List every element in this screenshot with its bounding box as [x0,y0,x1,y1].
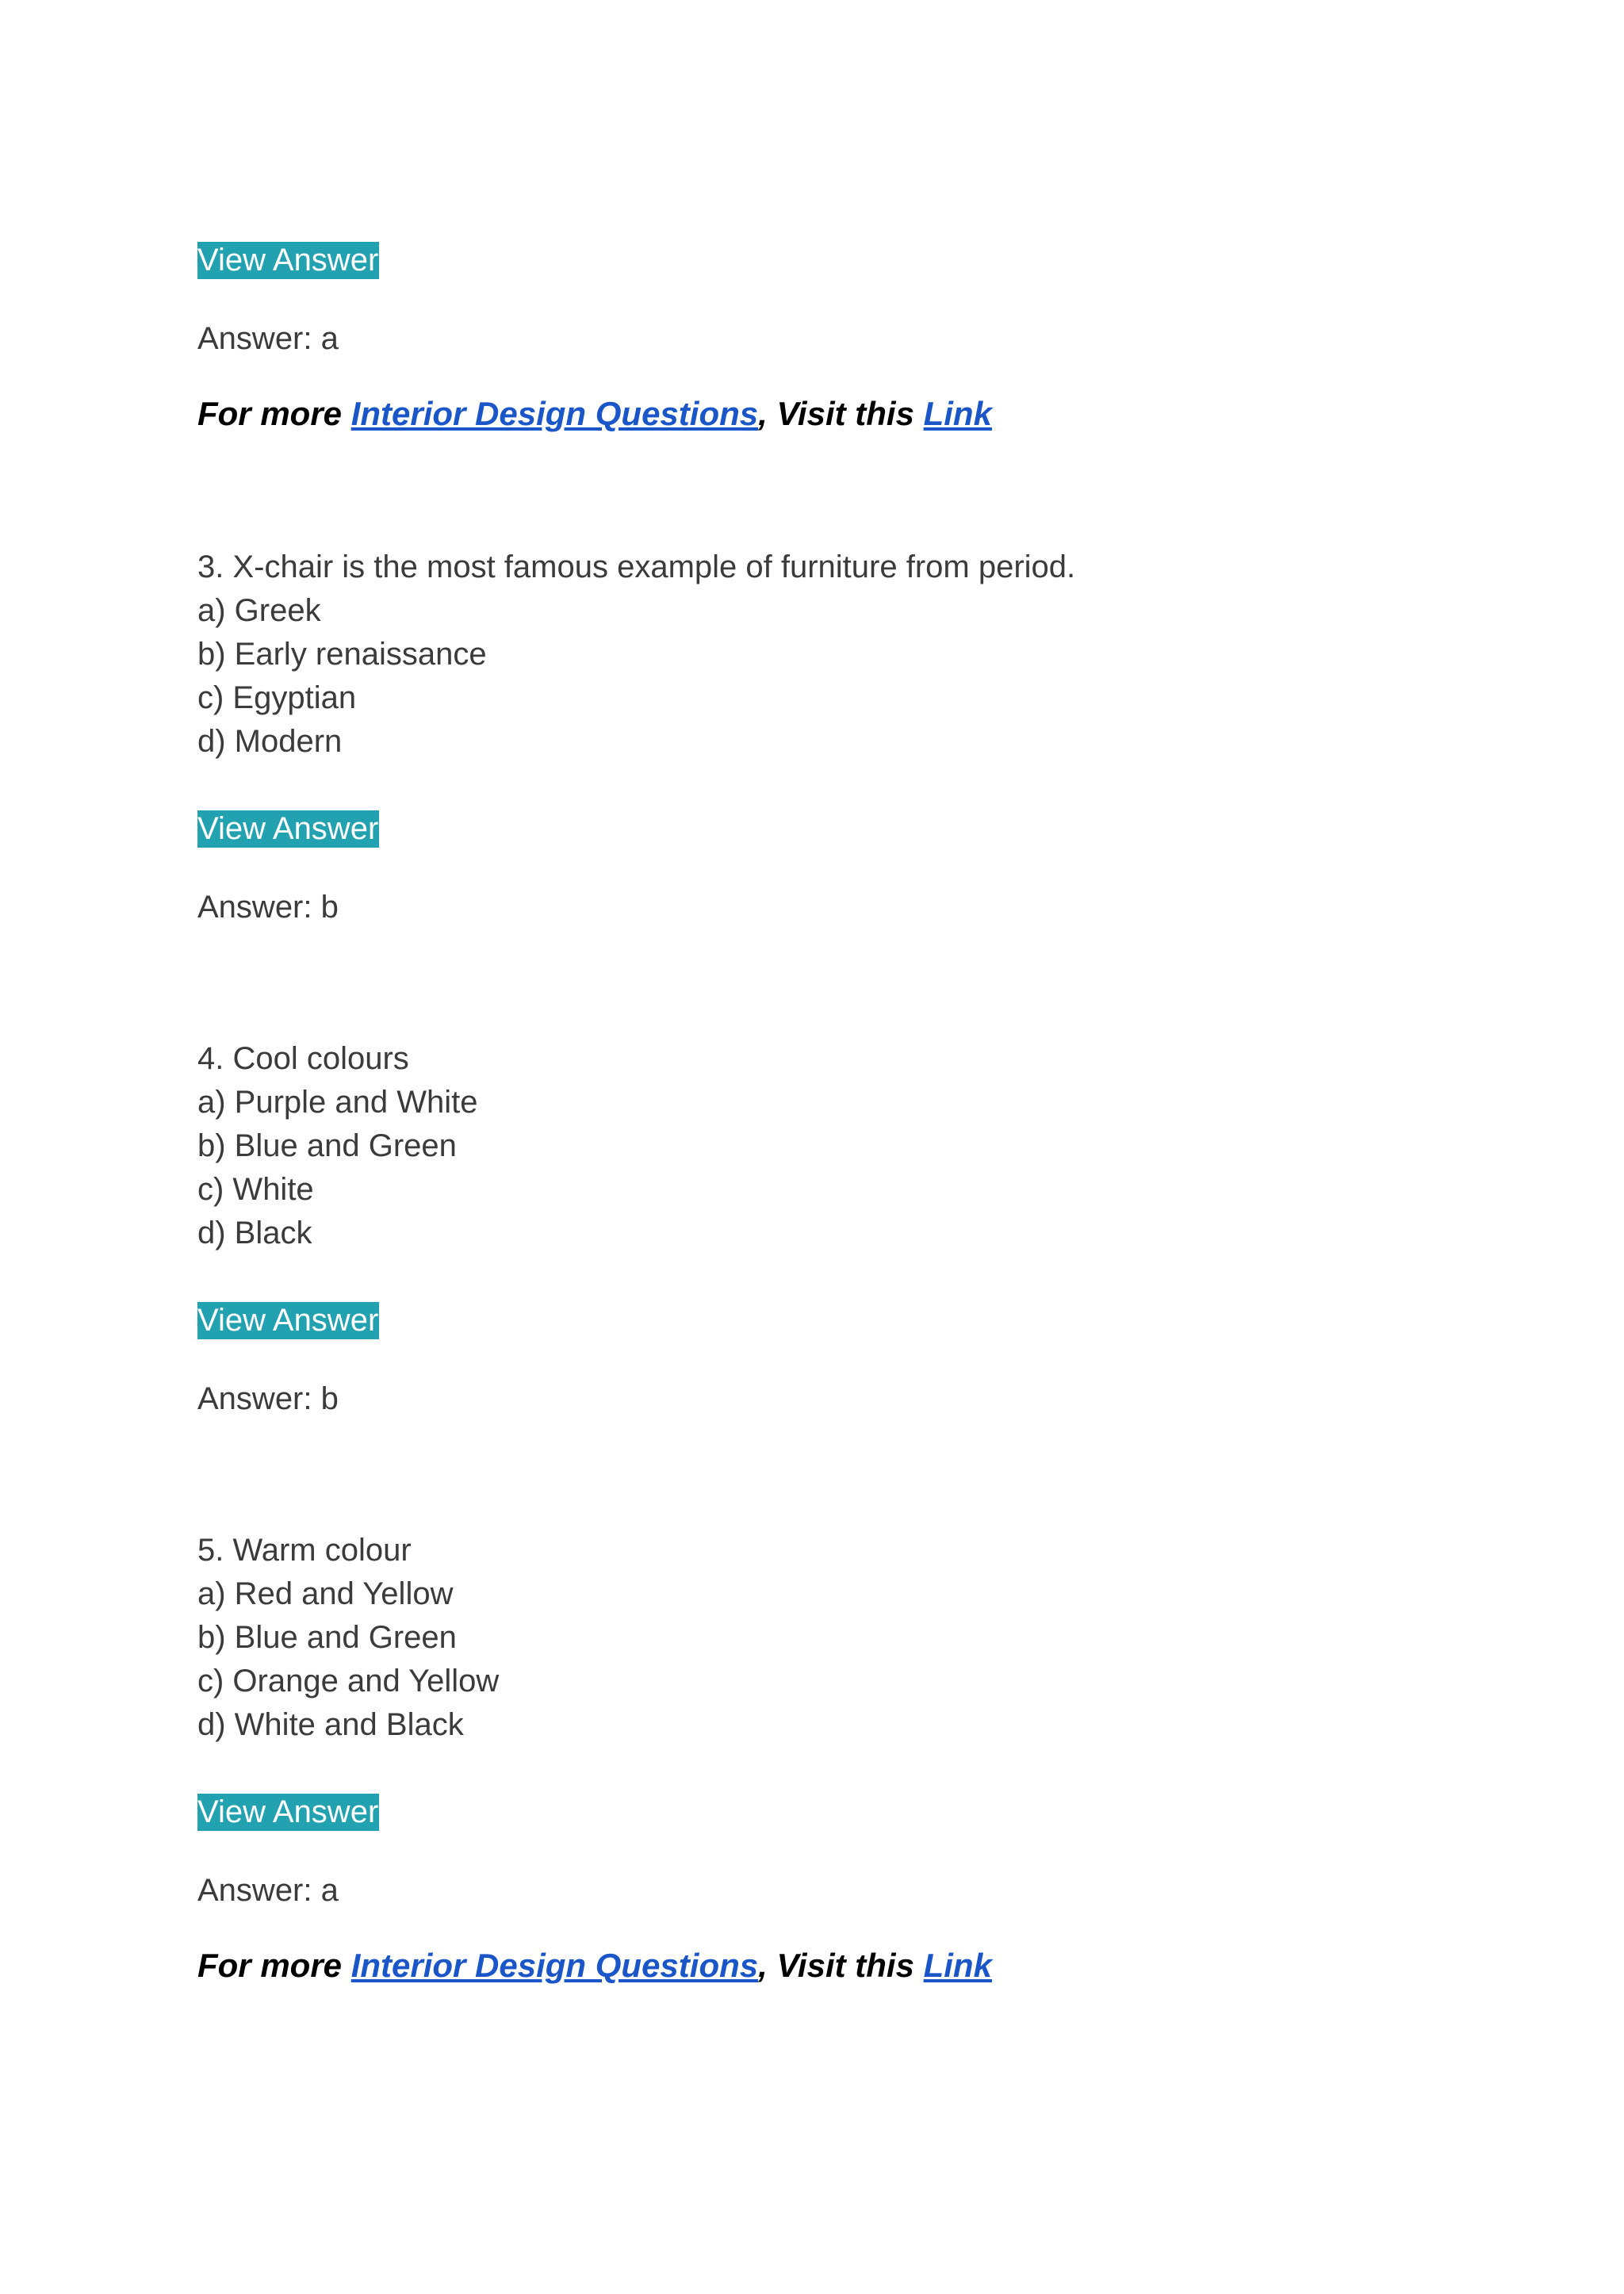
option-a: a) Red and Yellow [197,1576,454,1611]
option-c: c) Orange and Yellow [197,1664,500,1698]
option-c: c) White [197,1172,314,1207]
option-d: d) Black [197,1216,312,1250]
view-answer-button[interactable]: View Answer [197,1794,379,1829]
promo-middle: , Visit this [758,1947,924,1984]
promo-prefix: For more [197,395,351,432]
answer-text: Answer: a [197,321,339,356]
option-d: d) White and Black [197,1707,464,1742]
interior-design-questions-link[interactable]: Interior Design Questions [350,395,759,432]
view-answer-button[interactable]: View Answer [197,243,379,278]
view-answer-button[interactable]: View Answer [197,811,379,846]
promo-line [197,1944,992,1987]
answer-text: Answer: b [197,1381,339,1416]
view-answer-button[interactable]: View Answer [197,1303,379,1338]
option-a: a) Purple and White [197,1085,478,1120]
question-text: 4. Cool colours [197,1041,409,1076]
question-text: 3. X-chair is the most famous example of furniture from period. [197,550,1076,584]
visit-link[interactable]: Link [923,1947,992,1984]
option-b: b) Early renaissance [197,637,487,672]
promo-middle: , Visit this [758,395,924,432]
option-c: c) Egyptian [197,680,357,715]
option-b: b) Blue and Green [197,1620,457,1655]
interior-design-questions-link[interactable]: Interior Design Questions [350,1947,759,1984]
promo-prefix: For more [197,1947,351,1984]
visit-link[interactable]: Link [923,395,992,432]
question-text: 5. Warm colour [197,1533,412,1568]
promo-line [197,392,992,435]
option-a: a) Greek [197,593,321,628]
option-b: b) Blue and Green [197,1128,457,1163]
option-d: d) Modern [197,724,343,759]
answer-text: Answer: a [197,1873,339,1908]
answer-text: Answer: b [197,890,339,925]
